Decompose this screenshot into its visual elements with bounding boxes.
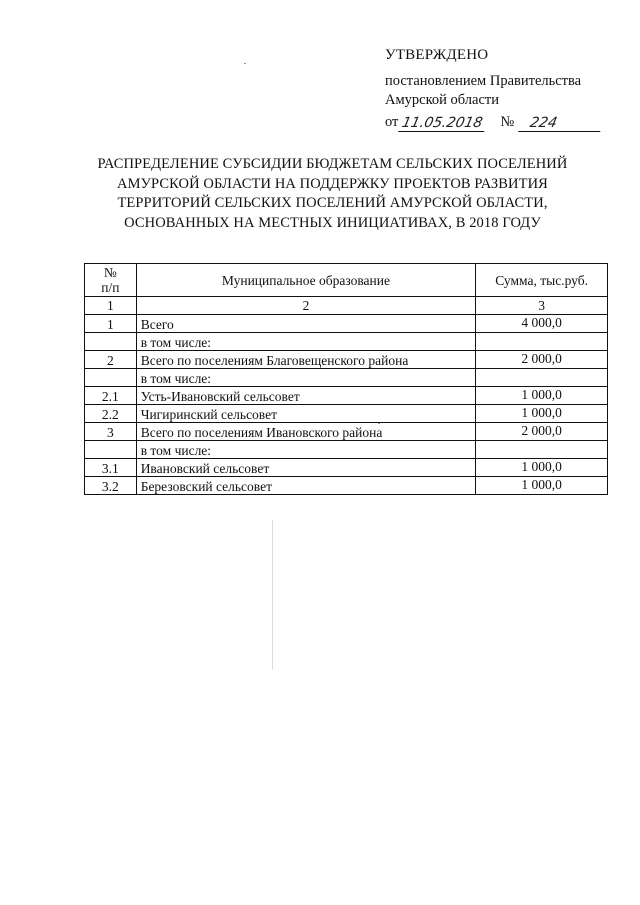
row-number: 2.2 (85, 405, 137, 423)
row-municipality: Всего по поселениям Благовещенского района (136, 351, 476, 369)
table-row (85, 405, 608, 423)
row-sum: 4 000,0 (476, 315, 608, 333)
table-row (85, 423, 608, 441)
row-number (85, 369, 137, 387)
row-number (85, 333, 137, 351)
row-municipality: Всего по поселениям Ивановского района (136, 423, 476, 441)
table-row (85, 333, 608, 351)
row-sum: 2 000,0 (476, 351, 608, 369)
row-municipality: Чигиринский сельсовет (136, 405, 476, 423)
document-title-line-2: АМУРСКОЙ ОБЛАСТИ НА ПОДДЕРЖКУ ПРОЕКТОВ РАЗВИТИЯ (117, 175, 548, 192)
document-title-line-3: ТЕРРИТОРИЙ СЕЛЬСКИХ ПОСЕЛЕНИЙ АМУРСКОЙ ОБЛАСТИ, (117, 195, 548, 211)
row-municipality: в том числе: (136, 369, 476, 387)
header-municipality: Муниципальное образование (136, 264, 476, 297)
document-title-line-1: РАСПРЕДЕЛЕНИЕ СУБСИДИИ БЮДЖЕТАМ СЕЛЬСКИХ ПОСЕЛЕНИЙ (97, 156, 568, 172)
row-sum (476, 441, 608, 459)
table-row (85, 315, 608, 333)
table-row (85, 459, 608, 477)
row-municipality: Усть-Ивановский сельсовет (136, 387, 476, 405)
header-number-line-1: № (103, 265, 117, 280)
scan-speck (378, 423, 380, 424)
row-sum: 2 000,0 (476, 423, 608, 441)
table-header-row (85, 264, 608, 297)
handwritten-number: 224 (518, 115, 604, 132)
row-sum (476, 333, 608, 351)
header-sum: Сумма, тыс.руб. (476, 264, 608, 297)
row-number: 3.2 (85, 477, 137, 495)
row-municipality: в том числе: (136, 441, 476, 459)
column-index: 2 (136, 297, 476, 315)
subsidy-table (84, 263, 608, 495)
table-row (85, 441, 608, 459)
column-index: 1 (85, 297, 137, 315)
row-municipality: Всего (136, 315, 476, 333)
row-sum: 1 000,0 (476, 387, 608, 405)
row-number: 2 (85, 351, 137, 369)
column-index-row (85, 297, 608, 315)
scan-fold-line (272, 520, 273, 670)
table-row (85, 369, 608, 387)
approval-block (385, 46, 602, 132)
row-number: 1 (85, 315, 137, 333)
row-municipality: в том числе: (136, 333, 476, 351)
column-index: 3 (476, 297, 608, 315)
header-number-line-2: п/п (101, 280, 120, 295)
table-row (85, 351, 608, 369)
row-number: 2.1 (85, 387, 137, 405)
header-number (85, 264, 137, 297)
row-number (85, 441, 137, 459)
approval-title: УТВЕРЖДЕНО (385, 47, 489, 63)
row-municipality: Ивановский сельсовет (136, 459, 476, 477)
table-row (85, 387, 608, 405)
row-number: 3.1 (85, 459, 137, 477)
approval-line-2: Амурской области (385, 92, 499, 108)
number-label: № (500, 114, 515, 130)
row-municipality: Березовский сельсовет (136, 477, 476, 495)
row-sum (476, 369, 608, 387)
document-title (60, 155, 605, 233)
handwritten-date: 11.05.2018 (399, 115, 489, 132)
approval-line-1: постановлением Правительства (385, 73, 582, 89)
from-label: от (385, 114, 399, 130)
document-title-line-4: ОСНОВАННЫХ НА МЕСТНЫХ ИНИЦИАТИВАХ, В 2018 ГОДУ (124, 214, 541, 231)
row-sum: 1 000,0 (476, 477, 608, 495)
scan-speck (244, 63, 246, 64)
table-row (85, 477, 608, 495)
approval-date-line (385, 113, 602, 132)
row-number: 3 (85, 423, 137, 441)
row-sum: 1 000,0 (476, 459, 608, 477)
row-sum: 1 000,0 (476, 405, 608, 423)
